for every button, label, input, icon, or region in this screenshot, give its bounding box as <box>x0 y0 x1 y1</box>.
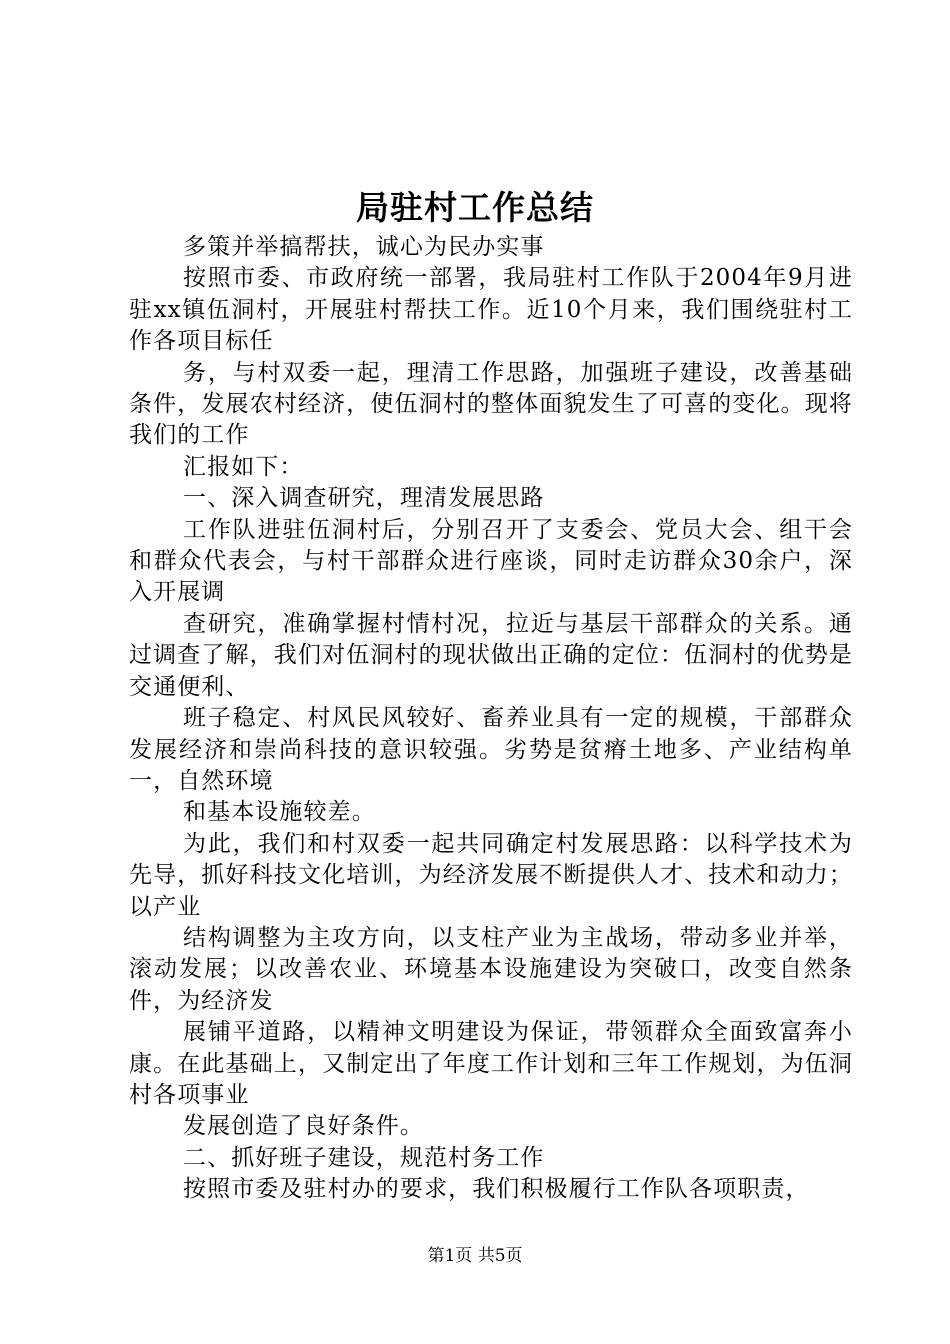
paragraph: 汇报如下： <box>183 453 304 480</box>
paragraph: 结构调整为主攻方向，以支柱产业为主战场，带动多业并举，滚动发展；以改善农业、环境基本设施建设为突破口，改变自然条件，为经济发 <box>129 924 853 1014</box>
section-heading: 二、抓好班子建设，规范村务工作 <box>183 1144 545 1171</box>
paragraph: 为此，我们和村双委一起共同确定村发展思路：以科学技术为先导，抓好科技文化培训，为经济发展不断提供人才、技术和动力；以产业 <box>129 830 853 920</box>
paragraph: 班子稳定、村风民风较好、畜养业具有一定的规模，干部群众发展经济和崇尚科技的意识较强。劣势是贫瘠土地多、产业结构单一，自然环境 <box>129 705 853 794</box>
page-footer: 第1页 共5页 <box>427 1246 523 1266</box>
paragraph: 务，与村双委一起，理清工作思路，加强班子建设，改善基础条件，发展农村经济，使伍洞村的整体面貌发生了可喜的变化。现将我们的工作 <box>129 359 853 449</box>
paragraph: 多策并举搞帮扶，诚心为民办实事 <box>183 234 545 260</box>
document-body <box>129 232 853 1206</box>
document-title: 局驻村工作总结 <box>356 188 594 227</box>
paragraph: 查研究，准确掌握村情村况，拉近与基层干部群众的关系。通过调查了解，我们对伍洞村的现状做出正确的定位：伍洞村的优势是交通便利、 <box>129 610 853 700</box>
paragraph: 展铺平道路，以精神文明建设为保证，带领群众全面致富奔小康。在此基础上，又制定出了年度工作计划和三年工作规划，为伍洞村各项事业 <box>129 1019 853 1108</box>
paragraph: 工作队进驻伍洞村后，分别召开了支委会、党员大会、组干会和群众代表会，与村干部群众进行座谈，同时走访群众30余户，深入开展调 <box>129 516 853 606</box>
paragraph: 按照市委及驻村办的要求，我们积极履行工作队各项职责， <box>183 1176 810 1203</box>
section-heading: 一、深入调查研究，理清发展思路 <box>183 485 545 512</box>
paragraph: 按照市委、市政府统一部署，我局驻村工作队于2004年9月进驻xx镇伍洞村，开展驻村帮扶工作。近10个月来，我们围绕驻村工作各项目标任 <box>129 265 853 355</box>
paragraph: 发展创造了良好条件。 <box>183 1113 424 1140</box>
paragraph: 和基本设施较差。 <box>183 799 376 826</box>
